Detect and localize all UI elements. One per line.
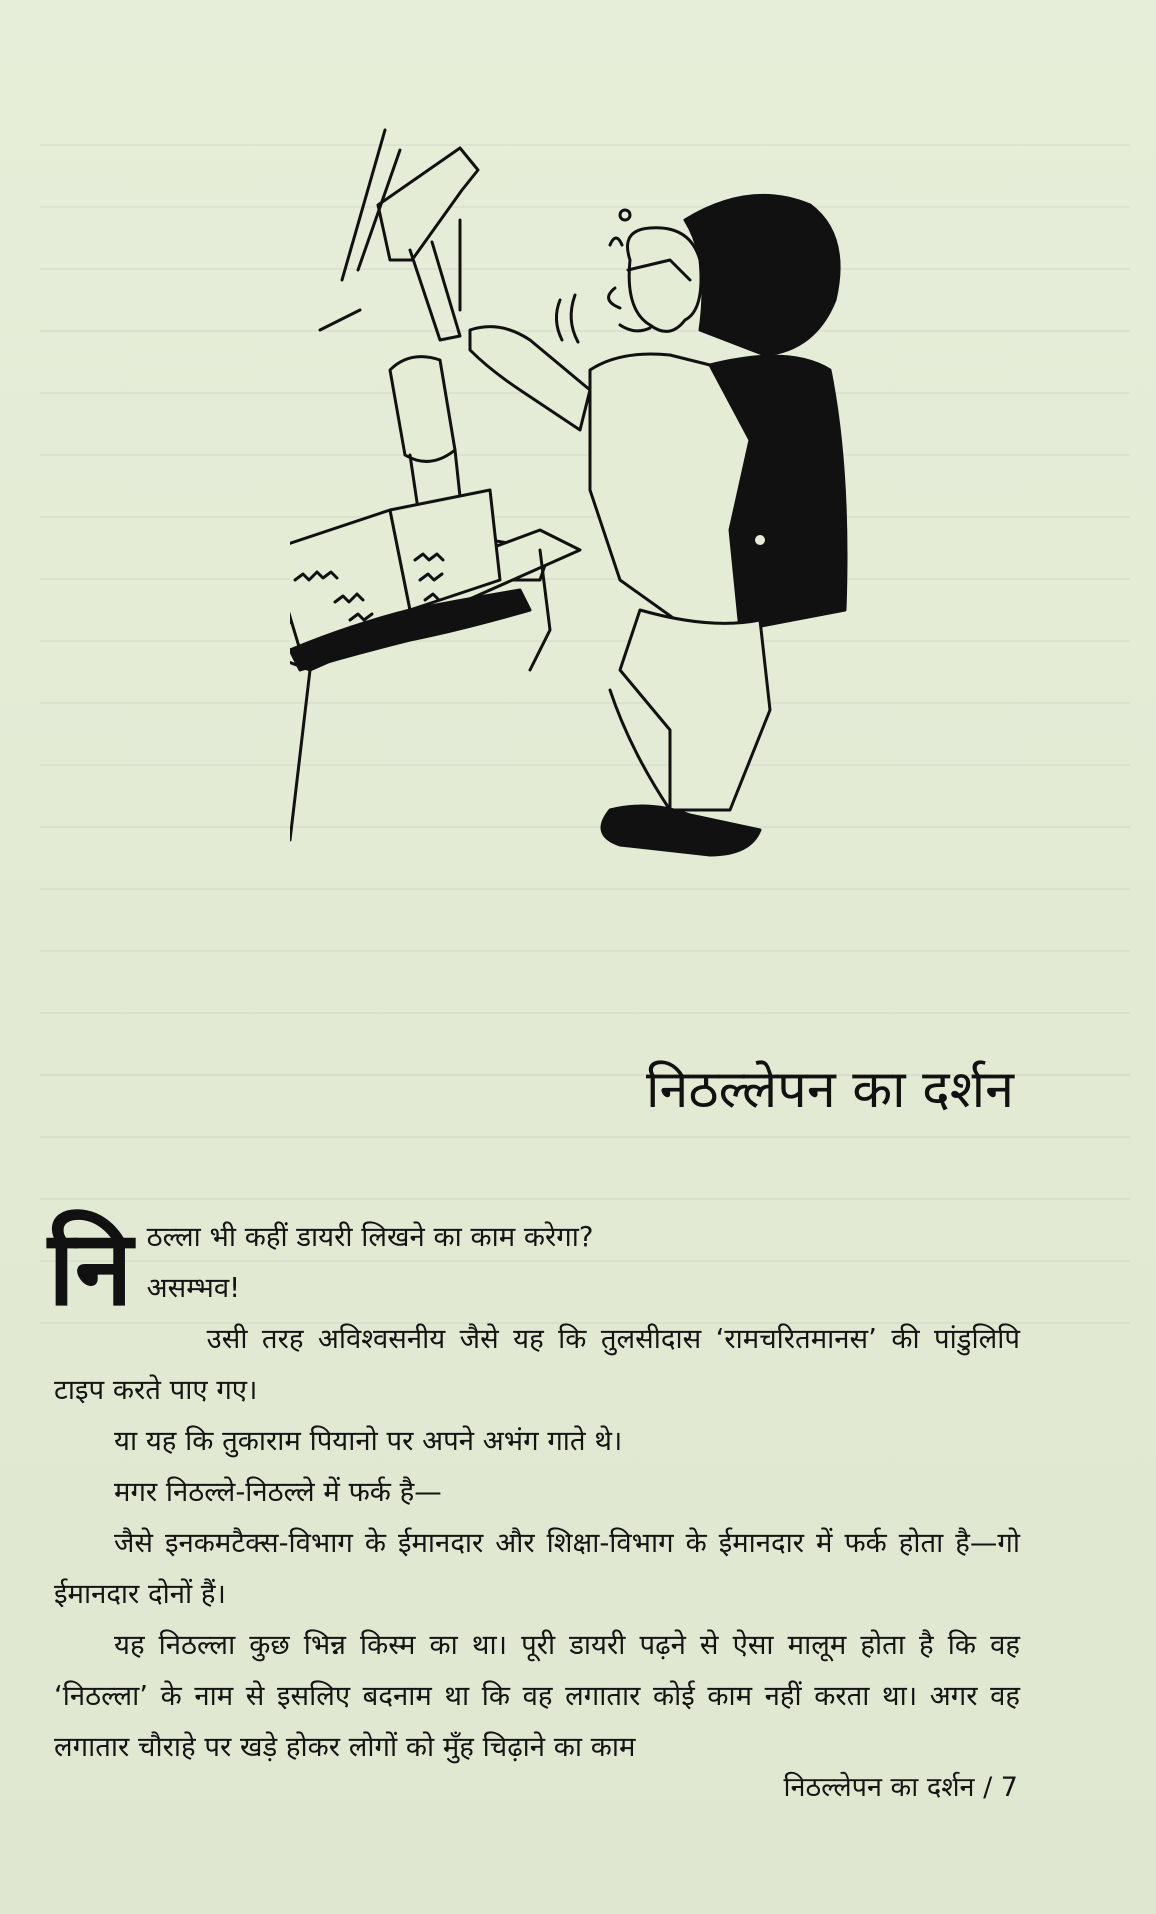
paragraph-5: यह निठल्ला कुछ भिन्न किस्म का था। पूरी डायरी पढ़ने से ऐसा मालूम होता है कि वह ‘निठल्ला’ के नाम से इसलिए बदनाम था कि वह लगातार कोई काम नहीं करता था। अगर वह लगातार चौराहे पर खड़े होकर लोगों को मुँह चिढ़ाने का काम [54, 1629, 1020, 1763]
running-footer: निठल्लेपन का दर्शन / 7 [783, 1772, 1018, 1803]
paragraph-4: जैसे इनकमटैक्स-विभाग के ईमानदार और शिक्षा-विभाग के ईमानदार में फर्क होता है—गो ईमानदार दोनों हैं। [54, 1527, 1020, 1610]
paragraph-2: या यह कि तुकाराम पियानो पर अपने अभंग गाते थे। [114, 1425, 623, 1457]
drop-cap: नि [48, 1207, 133, 1329]
opening-line-2: असम्भव! [146, 1272, 241, 1304]
body-text [48, 1207, 1020, 1773]
paragraph-3: मगर निठल्ले-निठल्ले में फर्क है— [114, 1476, 442, 1508]
opening-line: ठल्ला भी कहीं डायरी लिखने का काम करेगा? [146, 1221, 594, 1253]
chapter-title: निठल्लेपन का दर्शन [646, 1060, 1014, 1120]
cartoon-illustration [290, 110, 1030, 940]
paragraph-1: उसी तरह अविश्वसनीय जैसे यह कि तुलसीदास ‘रामचरितमानस’ की पांडुलिपि टाइप करते पाए गए। [54, 1323, 1020, 1406]
hammer-icon [378, 148, 478, 340]
